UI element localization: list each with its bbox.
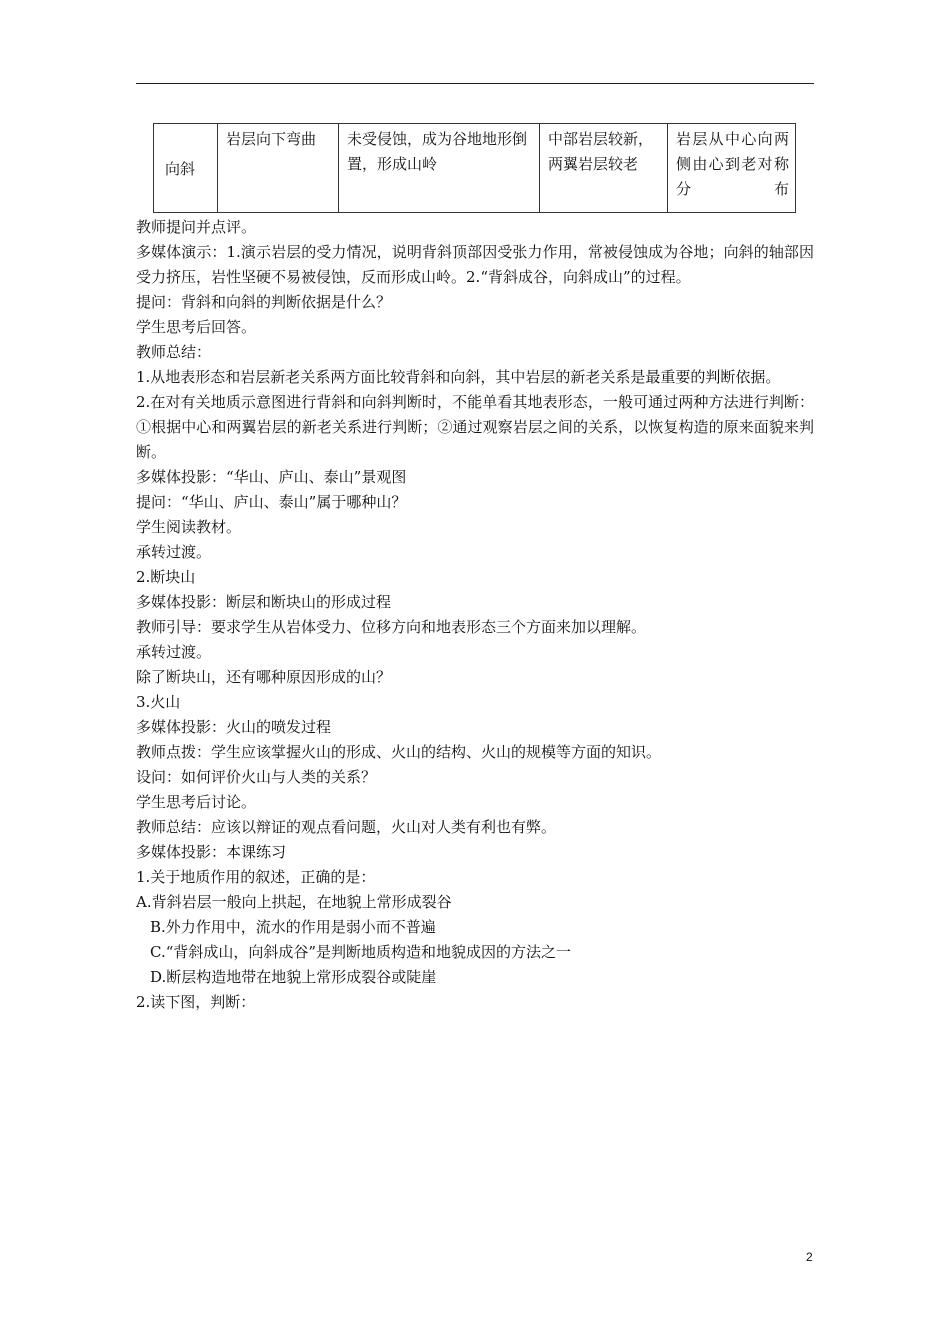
paragraph: 多媒体演示：1.演示岩层的受力情况，说明背斜顶部因受张力作用，常被侵蚀成为谷地；向斜的轴部因受力挤压，岩性坚硬不易被侵蚀，反而形成山岭。2.“背斜成谷，向斜成山”的过程。 <box>136 243 814 286</box>
paragraph: 多媒体投影：“华山、庐山、泰山”景观图 <box>136 468 407 486</box>
paragraph: 教师提问并点评。 <box>136 218 257 236</box>
table-cell-distribution: 岩层从中心向两侧由心到老对称分布 <box>668 124 796 213</box>
paragraph: 2.在对有关地质示意图进行背斜和向斜判断时，不能单看其地表形态，一般可通过两种方法进行判断：①根据中心和两翼岩层的新老关系进行判断；②通过观察岩层之间的关系，以恢复构造的原来面貌来判断。 <box>136 393 814 461</box>
paragraph: 教师总结： <box>136 343 212 361</box>
paragraph: 学生思考后讨论。 <box>136 793 257 811</box>
paragraph: 多媒体投影：本课练习 <box>136 843 287 861</box>
section-heading: 3.火山 <box>136 693 181 711</box>
paragraph: 学生阅读教材。 <box>136 518 242 536</box>
section-heading: 2.断块山 <box>136 568 196 586</box>
comparison-table <box>153 123 796 213</box>
paragraph: 承转过渡。 <box>136 643 212 661</box>
paragraph: 教师总结：应该以辩证的观点看问题，火山对人类有利也有弊。 <box>136 818 557 836</box>
question: 1.关于地质作用的叙述，正确的是： <box>136 868 376 886</box>
paragraph: 多媒体投影：火山的喷发过程 <box>136 718 332 736</box>
paragraph: 多媒体投影：断层和断块山的形成过程 <box>136 593 392 611</box>
option: D.断层构造地带在地貌上常形成裂谷或陡崖 <box>150 968 437 986</box>
paragraph: 承转过渡。 <box>136 543 212 561</box>
header-rule <box>136 83 814 84</box>
page-number: 2 <box>806 1250 813 1264</box>
body-text <box>136 215 814 1015</box>
paragraph: 教师引导：要求学生从岩体受力、位移方向和地表形态三个方面来加以理解。 <box>136 618 647 636</box>
question: 2.读下图，判断： <box>136 993 256 1011</box>
table-cell-shape: 岩层向下弯曲 <box>218 124 339 213</box>
paragraph: 1.从地表形态和岩层新老关系两方面比较背斜和向斜，其中岩层的新老关系是最重要的判断依据。 <box>136 368 781 386</box>
paragraph: 学生思考后回答。 <box>136 318 257 336</box>
paragraph: 除了断块山，还有哪种原因形成的山？ <box>136 668 392 686</box>
table-cell-age: 中部岩层较新，两翼岩层较老 <box>540 124 668 213</box>
paragraph: 设问：如何评价火山与人类的关系？ <box>136 768 377 786</box>
table-row <box>154 124 796 213</box>
option: C.“背斜成山，向斜成谷”是判断地质构造和地貌成因的方法之一 <box>150 943 572 961</box>
table-cell-type: 向斜 <box>154 124 218 213</box>
table-cell-landform: 未受侵蚀，成为谷地地形倒置，形成山岭 <box>339 124 540 213</box>
option: B.外力作用中，流水的作用是弱小而不普遍 <box>150 918 436 936</box>
paragraph: 教师点拨：学生应该掌握火山的形成、火山的结构、火山的规模等方面的知识。 <box>136 743 662 761</box>
paragraph: 提问：背斜和向斜的判断依据是什么？ <box>136 293 392 311</box>
option: A.背斜岩层一般向上拱起，在地貌上常形成裂谷 <box>136 893 452 911</box>
paragraph: 提问：“华山、庐山、泰山”属于哪种山？ <box>136 493 407 511</box>
